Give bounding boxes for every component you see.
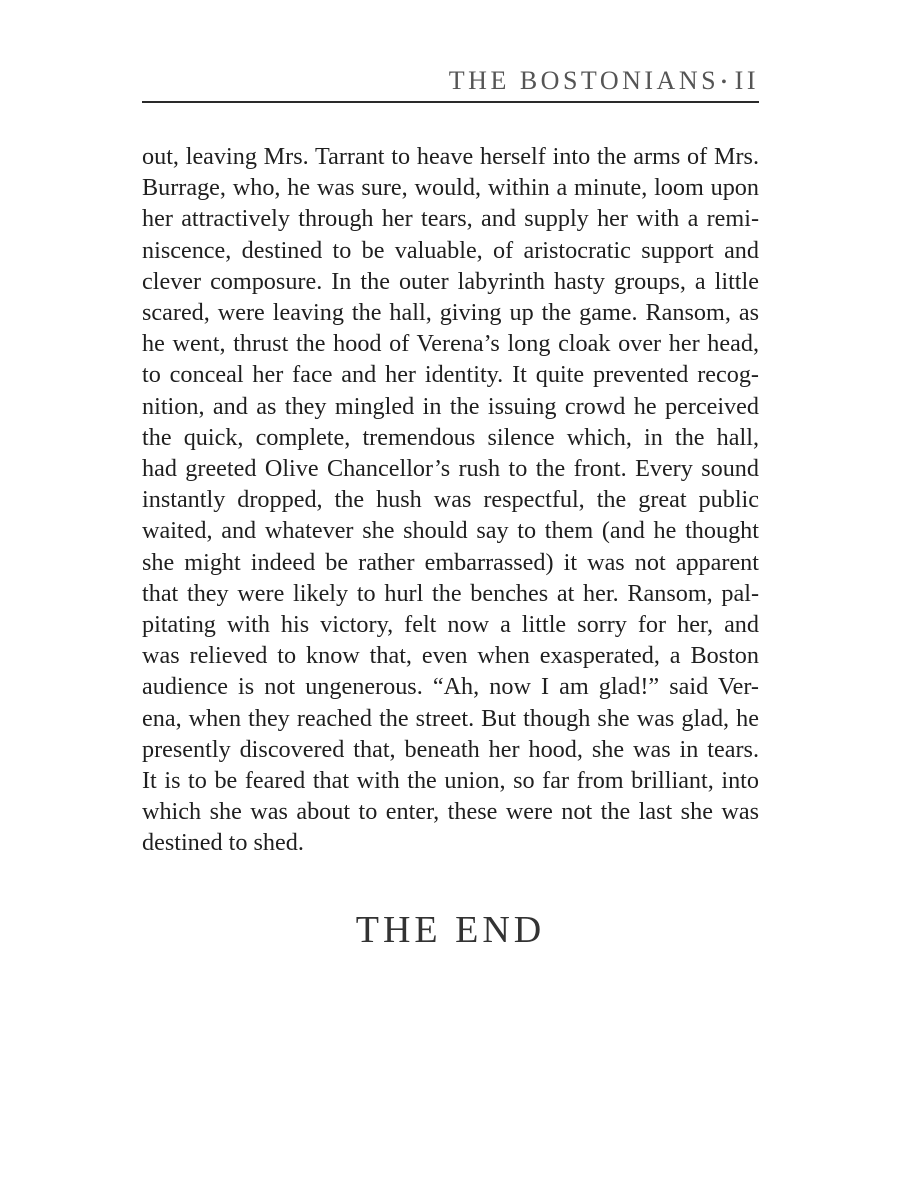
text-line: audience is not ungenerous. “Ah, now I am glad!” said Ver-: [142, 673, 759, 701]
text-line: to conceal her face and her identity. It quite prevented recog-: [142, 361, 759, 389]
text-line: waited, and whatever she should say to them (and he thought: [142, 517, 759, 545]
header-rule: [142, 101, 759, 103]
text-line: was relieved to know that, even when exasperated, a Boston: [142, 642, 759, 670]
body-text: [142, 141, 759, 859]
text-line: presently discovered that, beneath her hood, she was in tears.: [142, 735, 759, 763]
text-line: he went, thrust the hood of Verena’s long cloak over her head,: [142, 330, 759, 358]
separator-ornament: •: [721, 74, 727, 92]
text-line: Burrage, who, he was sure, would, within a minute, loom upon: [142, 174, 759, 202]
text-line: the quick, complete, tremendous silence which, in the hall,: [142, 423, 759, 451]
text-line: pitating with his victory, felt now a little sorry for her, and: [142, 611, 759, 639]
text-line: out, leaving Mrs. Tarrant to heave herself into the arms of Mrs.: [142, 143, 759, 170]
the-end-heading: THE END: [355, 909, 546, 951]
text-line: ena, when they reached the street. But though she was glad, he: [142, 704, 759, 732]
text-line: had greeted Olive Chancellor’s rush to the front. Every sound: [142, 455, 759, 483]
page-number: II: [734, 66, 759, 95]
running-head: [142, 66, 759, 98]
text-line: niscence, destined to be valuable, of aristocratic support and: [142, 236, 759, 264]
text-line: her attractively through her tears, and supply her with a remi-: [142, 205, 759, 233]
text-line: clever composure. In the outer labyrinth hasty groups, a little: [142, 267, 759, 295]
running-title: THE BOSTONIANS: [448, 66, 720, 95]
text-line: instantly dropped, the hush was respectful, the great public: [142, 486, 759, 514]
text-line: It is to be feared that with the union, so far from brilliant, into: [142, 767, 759, 795]
text-line: she might indeed be rather embarrassed) it was not apparent: [142, 548, 759, 576]
text-line: which she was about to enter, these were not the last she was: [142, 798, 759, 826]
text-line: destined to shed.: [142, 829, 304, 857]
text-line: nition, and as they mingled in the issuing crowd he perceived: [142, 392, 759, 420]
text-line: scared, were leaving the hall, giving up the game. Ransom, as: [142, 299, 759, 327]
text-line: that they were likely to hurl the benches at her. Ransom, pal-: [142, 579, 759, 607]
